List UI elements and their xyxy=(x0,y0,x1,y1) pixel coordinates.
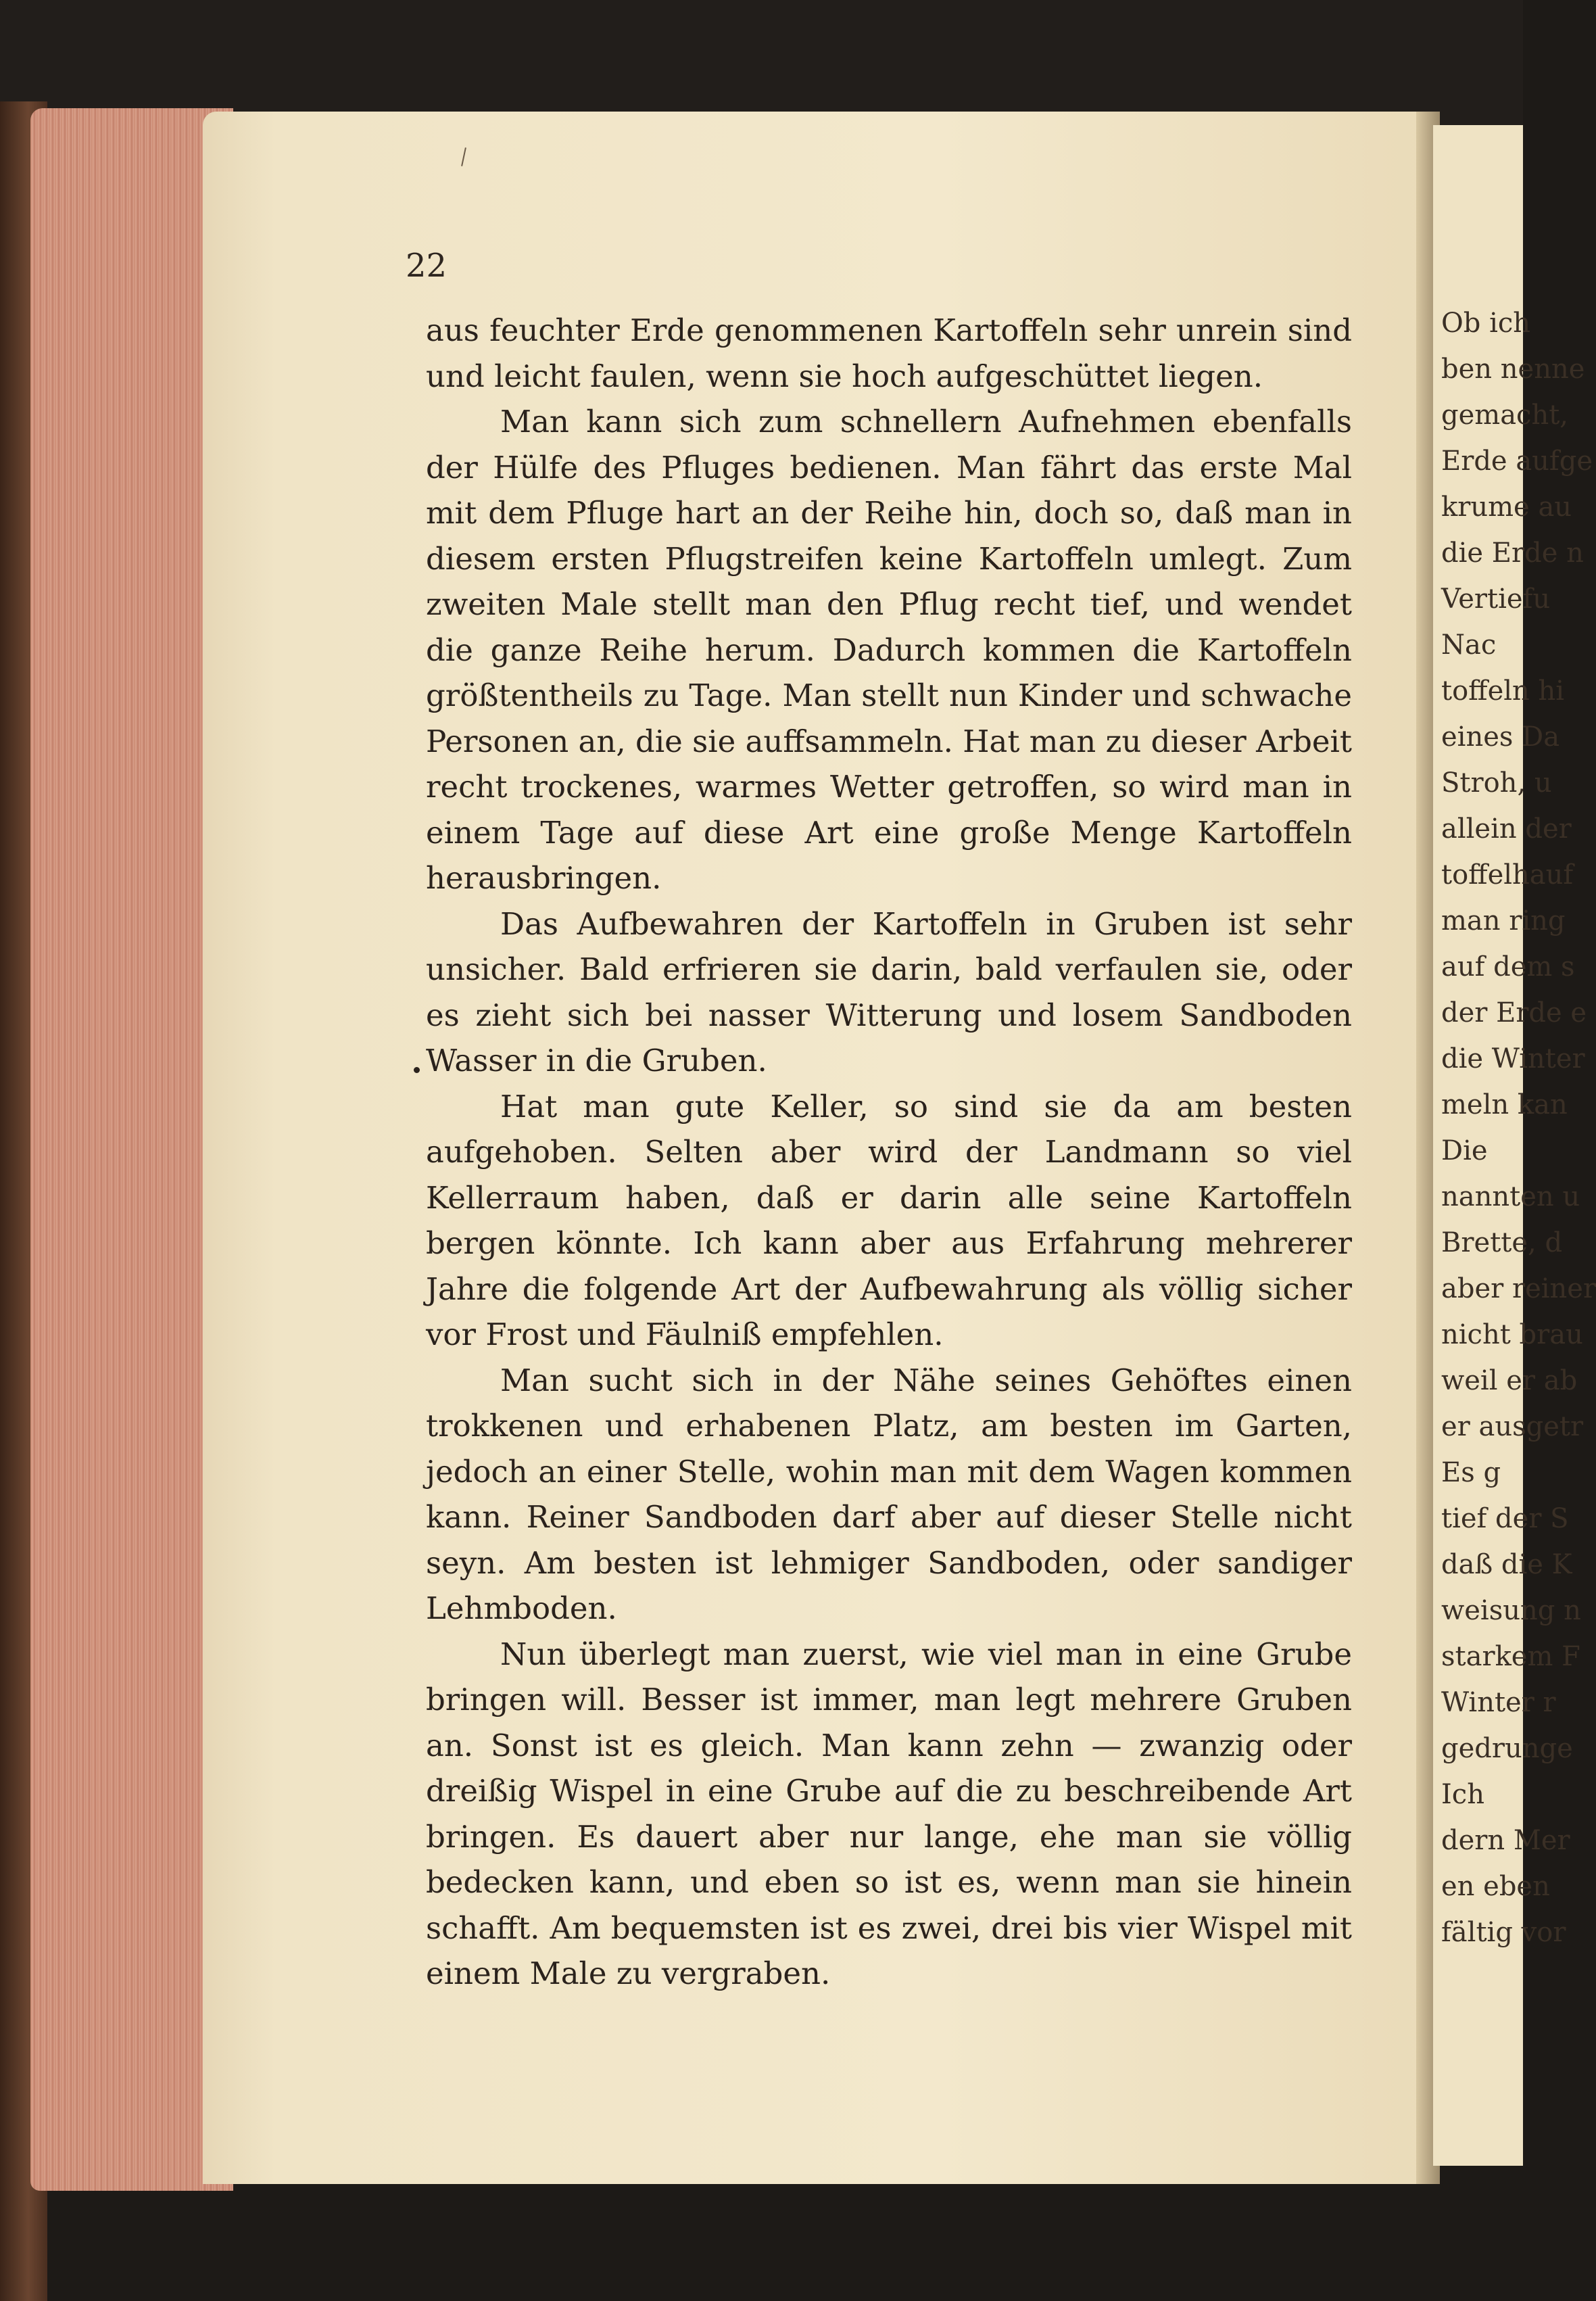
facing-page-line: weil er ab xyxy=(1441,1365,1578,1396)
margin-dot xyxy=(414,1067,420,1073)
facing-page-line: Brette, d xyxy=(1441,1227,1563,1258)
facing-page-line: meln kan xyxy=(1441,1089,1568,1120)
facing-page-line: starkem F xyxy=(1441,1641,1580,1672)
facing-page-line: toffelhauf xyxy=(1441,859,1574,891)
facing-page-line: allein der xyxy=(1441,813,1572,845)
paragraph: Man kann sich zum schnellern Aufnehmen ebenfalls der Hülfe des Pfluges bedienen. Man fährt das erste Mal mit dem Pfluge hart an der Reihe hin, doch so, daß man in diesem ersten Pflugstreifen keine Kartoffeln umlegt. Zum zweiten Male stellt man den Pflug recht tief, und wendet die ganze Reihe herum. Dadurch kommen die Kartoffeln größtentheils zu Tage. Man stellt nun Kinder und schwache Personen an, die sie auffsammeln. Hat man zu dieser Arbeit recht trockenes, warmes Wetter getroffen, so wird man in einem Tage auf diese Art eine große Menge Kartoffeln herausbringen. xyxy=(426,404,1352,896)
facing-page-line: en eben xyxy=(1441,1871,1550,1902)
facing-page-line: dern Mer xyxy=(1441,1825,1570,1856)
facing-page-line: Winter r xyxy=(1441,1687,1556,1718)
facing-page-line: die Winter xyxy=(1441,1043,1585,1074)
paragraph: aus feuchter Erde genommenen Kartoffeln sehr unrein sind und leicht faulen, wenn sie hoch aufgeschüttet liegen. xyxy=(426,312,1352,394)
facing-page-line: Erde aufge xyxy=(1441,446,1593,477)
facing-page-line: Stroh, u xyxy=(1441,767,1552,799)
facing-page-line: ben nenne xyxy=(1441,354,1585,385)
facing-page-line: Nac xyxy=(1441,630,1497,661)
facing-page-line: gedrunge xyxy=(1441,1733,1573,1764)
paragraph: Man sucht sich in der Nähe seines Gehöftes einen trokkenen und erhabenen Platz, am besten im Garten, jedoch an einer Stelle, wohin man mit dem Wagen kommen kann. Reiner Sandboden darf aber auf dieser Stelle nicht seyn. Am besten ist lehmiger Sandboden, oder sandiger Lehmboden. xyxy=(426,1362,1352,1626)
facing-page-line: die Erde n xyxy=(1441,538,1584,569)
paragraph: Hat man gute Keller, so sind sie da am besten aufgehoben. Selten aber wird der Landmann so viel Kellerraum haben, daß er darin alle seine Kartoffeln bergen könnte. Ich kann aber aus Erfahrung mehrerer Jahre die folgende Art der Aufbewahrung als völlig sicher vor Frost und Fäulniß empfehlen. xyxy=(426,1088,1352,1352)
facing-page-line: man ring xyxy=(1441,905,1566,936)
facing-page-line: nannten u xyxy=(1441,1181,1580,1212)
facing-page-line: krume au xyxy=(1441,492,1572,523)
facing-page-line: weisung n xyxy=(1441,1595,1581,1626)
facing-page-line: Die xyxy=(1441,1135,1488,1166)
facing-page-line: auf dem s xyxy=(1441,951,1575,982)
facing-page-line: gemacht, xyxy=(1441,400,1569,431)
facing-page-line: aber reiner xyxy=(1441,1273,1596,1304)
facing-page-line: Es g xyxy=(1441,1457,1501,1488)
facing-page-line: er ausgetr xyxy=(1441,1411,1584,1442)
facing-page-line: Vertiefu xyxy=(1441,584,1551,615)
facing-page-line: tief der S xyxy=(1441,1503,1569,1534)
facing-page-line: der Erde e xyxy=(1441,997,1587,1028)
facing-page-line: Ob ich xyxy=(1441,308,1531,339)
facing-page-line: daß die K xyxy=(1441,1549,1572,1580)
page-number: 22 xyxy=(406,247,448,285)
facing-page-line: Ich xyxy=(1441,1779,1484,1810)
facing-page-line: fältig vor xyxy=(1441,1917,1566,1948)
facing-page-line: toffeln hi xyxy=(1441,675,1565,707)
body-text xyxy=(426,308,1352,1997)
facing-page-line: nicht brau xyxy=(1441,1319,1583,1350)
facing-page-line: eines Da xyxy=(1441,721,1560,753)
paragraph: Das Aufbewahren der Kartoffeln in Gruben ist sehr unsicher. Bald erfrieren sie darin, bald verfaulen sie, oder es zieht sich bei nasser Witterung und losem Sandboden Wasser in die Gruben. xyxy=(426,905,1352,1078)
facing-page xyxy=(1433,125,1596,2166)
paragraph: Nun überlegt man zuerst, wie viel man in eine Grube bringen will. Besser ist immer, man legt mehrere Gruben an. Sonst ist es gleich. Man kann zehn — zwanzig oder dreißig Wispel in eine Grube auf die zu beschreibende Art bringen. Es dauert aber nur lange, ehe man sie völlig bedecken kann, und eben so ist es, wenn man sie hinein schafft. Am bequemsten ist es zwei, drei bis vier Wispel mit einem Male zu vergraben. xyxy=(426,1636,1352,1991)
